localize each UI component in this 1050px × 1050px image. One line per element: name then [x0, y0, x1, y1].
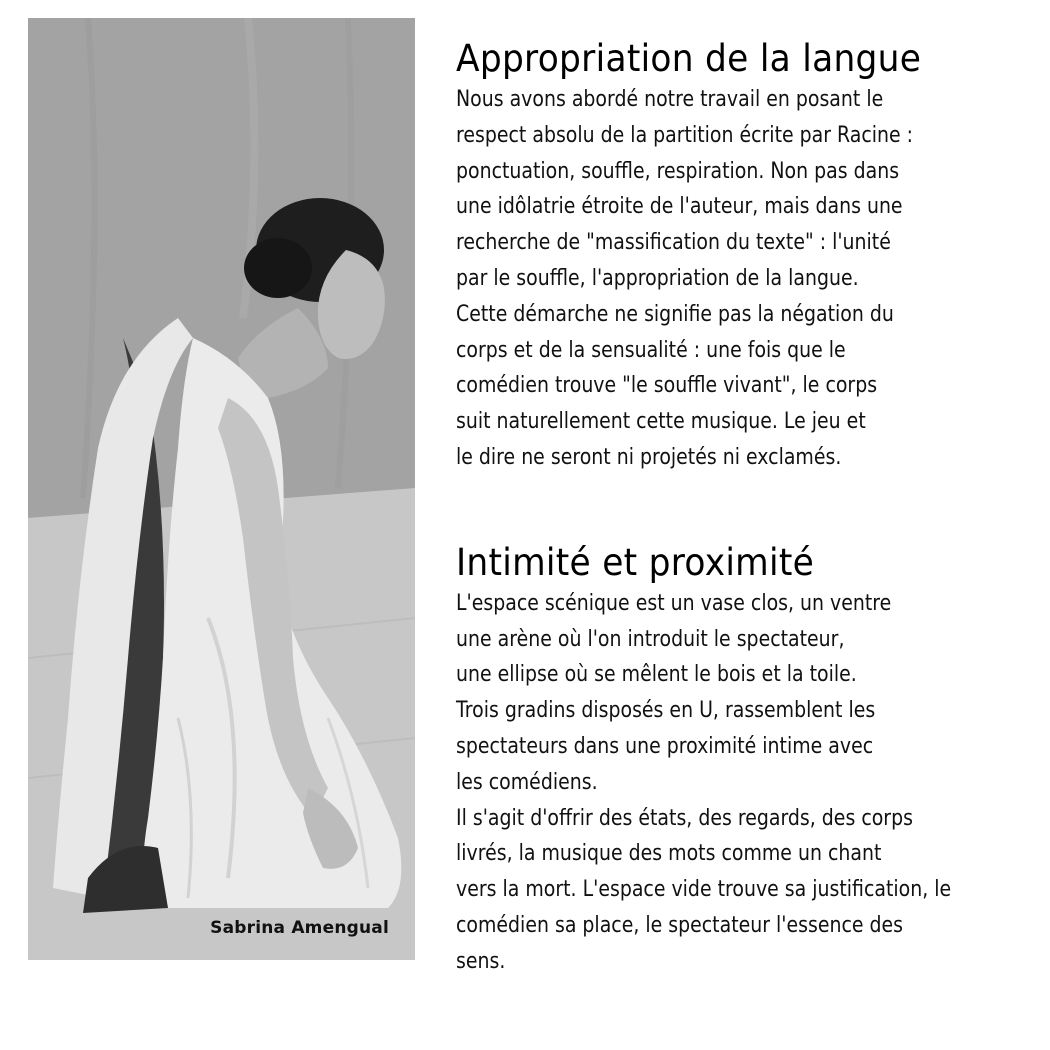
paragraph-line: le dire ne seront ni projetés ni exclamés. — [456, 444, 842, 470]
paragraph-line: une ellipse où se mêlent le bois et la toile. — [456, 662, 857, 688]
paragraph-line: livrés, la musique des mots comme un chant — [456, 841, 882, 867]
paragraph-line: corps et de la sensualité : une fois que le — [456, 337, 846, 363]
paragraph-line: Nous avons abordé notre travail en posant le — [456, 87, 884, 112]
paragraph-line: une idôlatrie étroite de l'auteur, mais dans une — [456, 194, 903, 220]
paragraph-line: suit naturellement cette musique. Le jeu et — [456, 409, 866, 435]
paragraph-line: spectateurs dans une proximité intime avec — [456, 733, 874, 759]
paragraph-line: Cette démarche ne signifie pas la négation du — [456, 301, 894, 327]
paragraph-line: ponctuation, souffle, respiration. Non pas dans — [456, 158, 900, 184]
paragraph-line: vers la mort. L'espace vide trouve sa justification, le — [456, 877, 952, 903]
paragraph-line: comédien trouve "le souffle vivant", le corps — [456, 373, 878, 399]
paragraph-line: Trois gradins disposés en U, rassemblent les — [456, 698, 876, 724]
paragraph-line: respect absolu de la partition écrite par Racine : — [456, 122, 914, 148]
performer-photo-illustration — [28, 18, 415, 960]
performer-photo — [28, 18, 415, 960]
paragraph-line: recherche de "massification du texte" : l'unité — [456, 230, 891, 256]
photo-credit: Sabrina Amengual — [210, 918, 389, 938]
section-appropriation — [456, 36, 1036, 476]
paragraph-line: Il s'agit d'offrir des états, des regards, des corps — [456, 805, 913, 831]
section-title: Appropriation de la langue — [456, 37, 922, 80]
paragraph-line: sens. — [456, 948, 506, 974]
text-column — [456, 36, 1036, 980]
section-intimite — [456, 540, 1036, 980]
section-title: Intimité et proximité — [456, 540, 815, 584]
paragraph-line: L'espace scénique est un vase clos, un ventre — [456, 590, 892, 616]
paragraph-line: par le souffle, l'appropriation de la langue. — [456, 265, 859, 291]
paragraph-line: comédien sa place, le spectateur l'essence des — [456, 912, 904, 938]
paragraph-line: les comédiens. — [456, 769, 598, 795]
paragraph-line: une arène où l'on introduit le spectateur, — [456, 626, 845, 652]
